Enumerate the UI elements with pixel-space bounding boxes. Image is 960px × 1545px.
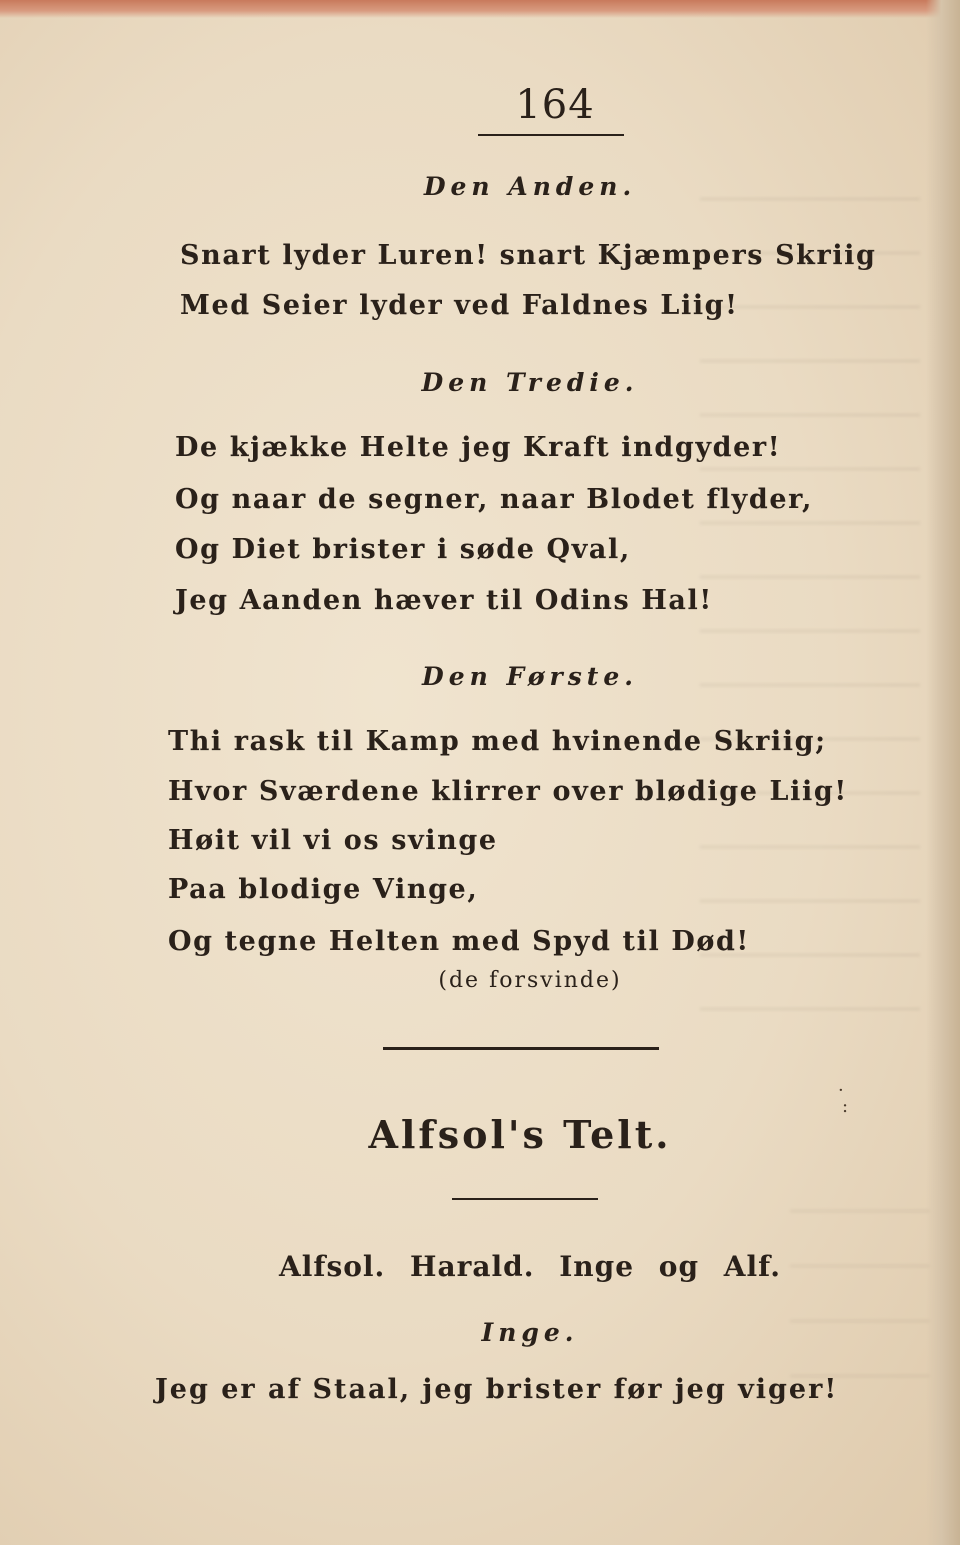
- page-top-edge: [0, 0, 960, 18]
- printer-mark-ornament: ·: [838, 1080, 844, 1101]
- verse-line: Og Diet brister i søde Qval,: [175, 534, 631, 565]
- speaker-den-anden: Den Anden.: [423, 172, 637, 201]
- verse-line: Med Seier lyder ved Faldnes Liig!: [180, 290, 739, 321]
- verse-line: Thi rask til Kamp med hvinende Skriig;: [168, 726, 827, 757]
- speaker-den-tredie: Den Tredie.: [421, 368, 639, 397]
- page-number-rule: [478, 134, 624, 136]
- verse-line: Jeg er af Staal, jeg brister før jeg viger!: [155, 1374, 839, 1405]
- page-gutter-edge: [926, 0, 960, 1545]
- verse-line: Snart lyder Luren! snart Kjæmpers Skriig: [180, 240, 877, 271]
- scene-heading-rule: [452, 1198, 598, 1200]
- verse-line: Jeg Aanden hæver til Odins Hal!: [175, 585, 713, 616]
- cast-list: Alfsol. Harald. Inge og Alf.: [279, 1250, 781, 1283]
- verse-line: Og tegne Helten med Spyd til Død!: [168, 926, 750, 957]
- speaker-den-forste: Den Første.: [422, 662, 638, 691]
- page-number: 164: [515, 82, 595, 128]
- verse-line: Hvor Sværdene klirrer over blødige Liig!: [168, 776, 848, 807]
- verse-line: Paa blodige Vinge,: [168, 874, 479, 905]
- verse-line: Og naar de segner, naar Blodet flyder,: [175, 484, 813, 515]
- verse-line: Høit vil vi os svinge: [168, 825, 498, 856]
- verse-line: De kjække Helte jeg Kraft indgyder!: [175, 432, 782, 463]
- stage-direction: (de forsvinde): [438, 968, 622, 993]
- scene-heading: Alfsol's Telt.: [368, 1112, 672, 1157]
- speaker-inge: Inge.: [481, 1318, 579, 1347]
- scene-divider: [383, 1047, 659, 1050]
- printer-mark-ornament: :: [842, 1096, 849, 1117]
